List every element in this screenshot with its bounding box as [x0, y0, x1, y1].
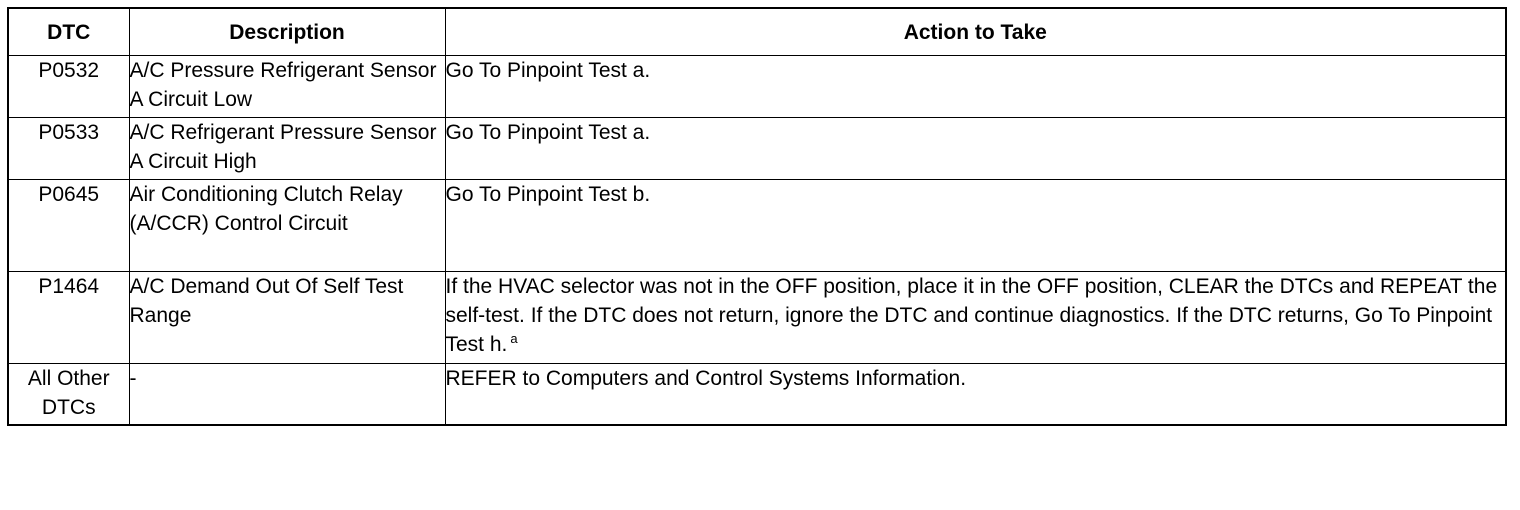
dtc-description: -: [129, 364, 445, 426]
dtc-description: A/C Refrigerant Pressure Sensor A Circuit High: [129, 118, 445, 180]
dtc-action: [445, 272, 1506, 364]
table-body: [8, 56, 1506, 426]
dtc-table: [7, 7, 1507, 426]
table-row: [8, 180, 1506, 272]
table-row: [8, 118, 1506, 180]
dtc-action-text: If the HVAC selector was not in the OFF position, place it in the OFF position, CLEAR the DTCs and REPEAT the self-test. If the DTC does not return, ignore the DTC and continue diagnostics. If the DTC returns, Go To Pinpoint Test h.: [445, 275, 1498, 356]
header-dtc: DTC: [8, 8, 129, 56]
dtc-code: P0532: [8, 56, 129, 118]
table-row: [8, 56, 1506, 118]
dtc-action: REFER to Computers and Control Systems Information.: [445, 364, 1506, 426]
dtc-code: P0533: [8, 118, 129, 180]
dtc-description: A/C Pressure Refrigerant Sensor A Circuit Low: [129, 56, 445, 118]
header-description: Description: [129, 8, 445, 56]
dtc-action: Go To Pinpoint Test b.: [445, 180, 1506, 272]
dtc-description: A/C Demand Out Of Self Test Range: [129, 272, 445, 364]
header-row: [8, 8, 1506, 56]
dtc-action: Go To Pinpoint Test a.: [445, 56, 1506, 118]
table-row: [8, 272, 1506, 364]
table-row: [8, 364, 1506, 426]
table-header: [8, 8, 1506, 56]
dtc-code: P0645: [8, 180, 129, 272]
dtc-code: P1464: [8, 272, 129, 364]
dtc-action: Go To Pinpoint Test a.: [445, 118, 1506, 180]
footnote-marker: a: [510, 331, 518, 346]
dtc-code: All Other DTCs: [8, 364, 129, 426]
dtc-description: Air Conditioning Clutch Relay (A/CCR) Control Circuit: [129, 180, 445, 272]
header-action: Action to Take: [445, 8, 1506, 56]
